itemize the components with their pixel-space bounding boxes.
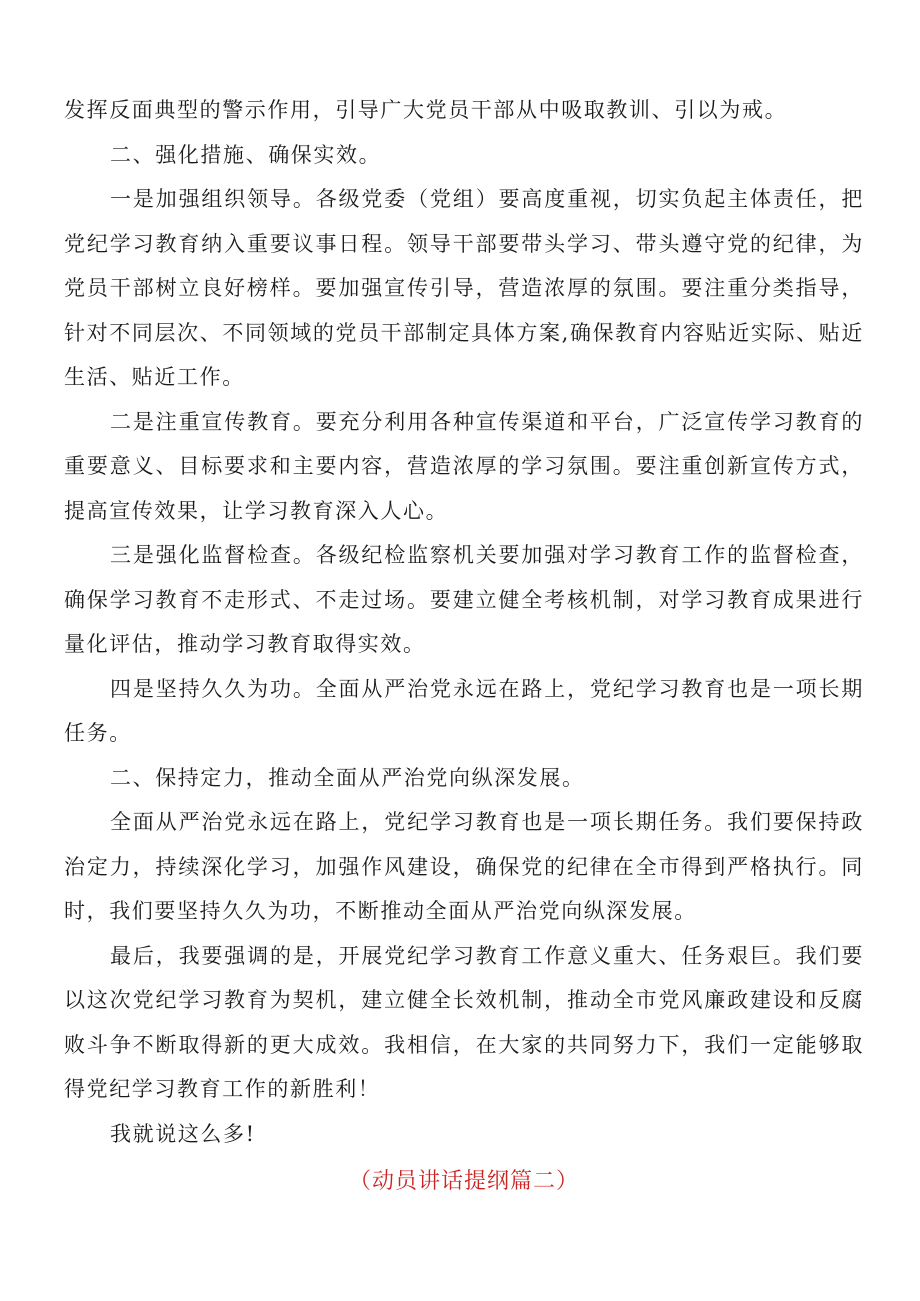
paragraph-conclusion: 最后，我要强调的是，开展党纪学习教育工作意义重大、任务艰巨。我们要以这次党纪学习教育为契机，建立健全长效机制，推动全市党风廉政建设和反腐败斗争不断取得新的更大成效。我相信，在大家的共同努力下，我们一定能够取得党纪学习教育工作的新胜利！ bbox=[64, 943, 864, 1101]
paragraph-persistence: 四是坚持久久为功。全面从严治党永远在路上，党纪学习教育也是一项长期任务。 bbox=[64, 676, 864, 745]
paragraph-supervision: 三是强化监督检查。各级纪检监察机关要加强对学习教育工作的监督检查，确保学习教育不走形式、不走过场。要建立健全考核机制，对学习教育成果进行量化评估，推动学习教育取得实效。 bbox=[64, 543, 864, 656]
section-title: （动员讲话提纲篇二） bbox=[348, 1169, 579, 1194]
paragraph-publicity: 二是注重宣传教育。要充分利用各种宣传渠道和平台，广泛宣传学习教育的重要意义、目标要求和主要内容，营造浓厚的学习氛围。要注重创新宣传方式，提高宣传效果，让学习教育深入人心。 bbox=[64, 409, 864, 523]
paragraph-continuation: 发挥反面典型的警示作用，引导广大党员干部从中吸取教训、引以为戒。 bbox=[64, 98, 788, 122]
document-page bbox=[64, 88, 864, 1204]
paragraph-resolve: 全面从严治党永远在路上，党纪学习教育也是一项长期任务。我们要保持政治定力，持续深化学习，加强作风建设，确保党的纪律在全市得到严格执行。同时，我们要坚持久久为功，不断推动全面从严治党向纵深发展。 bbox=[64, 810, 864, 923]
paragraph-organization: 一是加强组织领导。各级党委（党组）要高度重视，切实负起主体责任，把党纪学习教育纳入重要议事日程。领导干部要带头学习、带头遵守党的纪律，为党员干部树立良好榜样。要加强宣传引导，营造浓厚的氛围。要注重分类指导，针对不同层次、不同领域的党员干部制定具体方案,确保教育内容贴近实际、贴近生活、贴近工作。 bbox=[64, 187, 864, 389]
section-heading-measures: 二、强化措施、确保实效。 bbox=[110, 142, 382, 167]
paragraph-closing: 我就说这么多! bbox=[110, 1121, 256, 1146]
section-heading-resolve: 二、保持定力，推动全面从严治党向纵深发展。 bbox=[110, 765, 585, 790]
